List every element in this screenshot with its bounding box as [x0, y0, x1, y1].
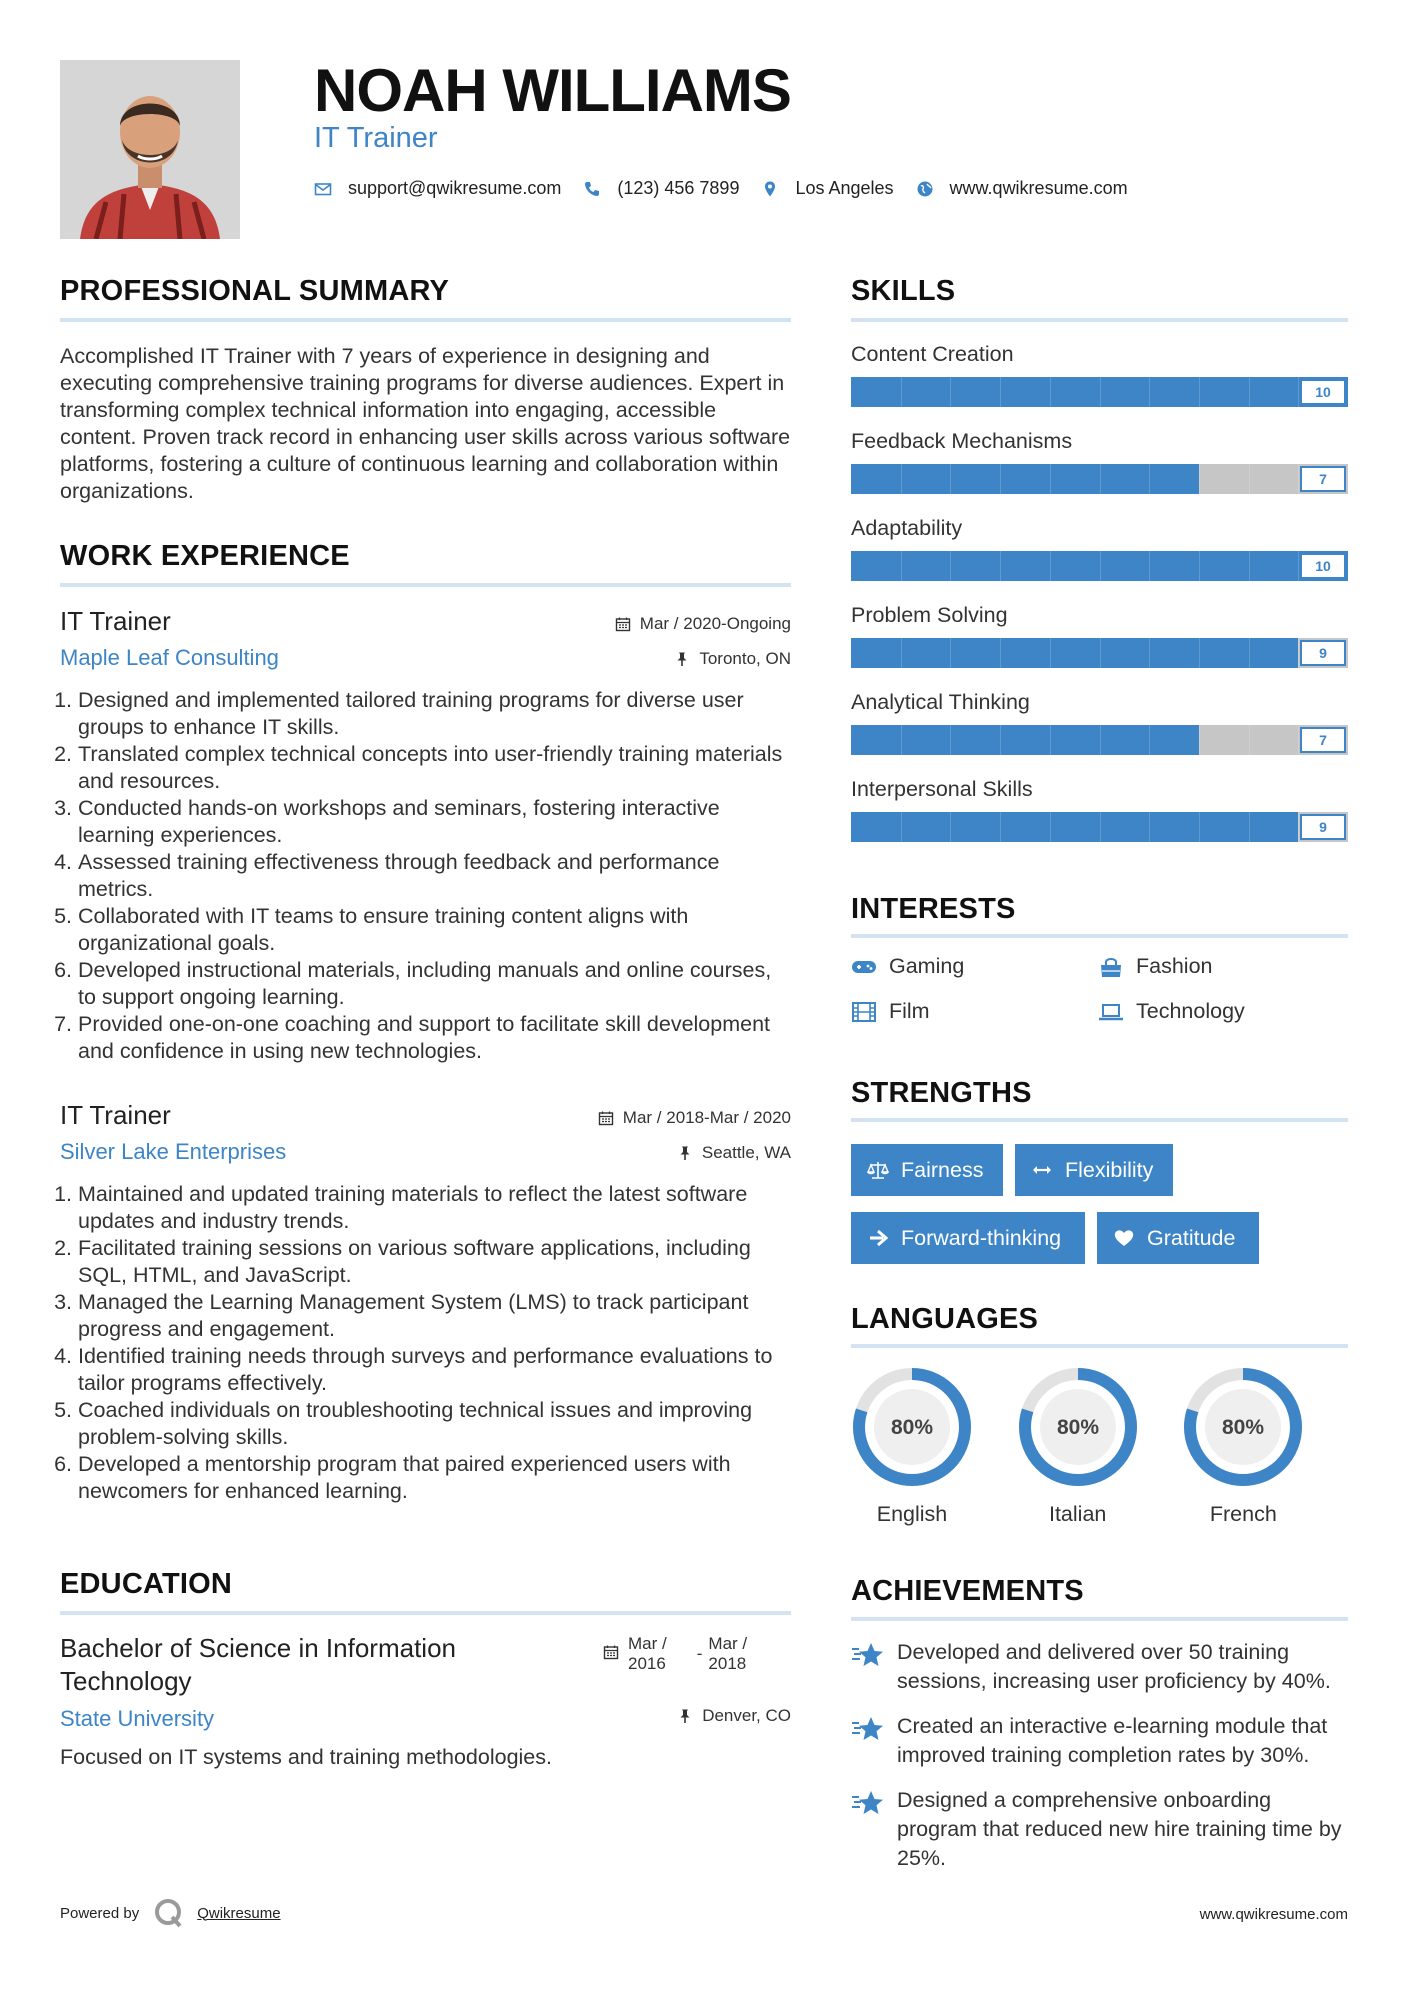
interest-item [1098, 954, 1348, 979]
shopping-bag-icon [1098, 956, 1124, 978]
skill-item [851, 690, 1348, 777]
strengths-heading: STRENGTHS [851, 1077, 1032, 1109]
language-ring [851, 1366, 973, 1488]
skill-level-badge: 10 [1300, 553, 1346, 579]
skill-item [851, 516, 1348, 603]
skill-bar-fill [851, 725, 1199, 755]
strength-label: Fairness [901, 1157, 984, 1182]
strength-tag [1015, 1144, 1173, 1196]
skill-level-badge: 9 [1300, 640, 1346, 666]
skill-name: Feedback Mechanisms [851, 429, 1073, 453]
skill-bar-segment [950, 638, 951, 668]
job-bullet: 1. Designed and implemented tailored training programs for diverse user groups to enhance IT skills. [78, 687, 791, 741]
skill-bar [851, 377, 1348, 407]
candidate-role: IT Trainer [314, 122, 438, 154]
skill-bar-segment [1149, 725, 1150, 755]
skill-bar-segment [1199, 464, 1200, 494]
star-icon [851, 1640, 885, 1670]
job-date [598, 1108, 791, 1128]
calendar-icon [615, 616, 631, 632]
language-ring [1182, 1366, 1304, 1488]
summary-divider [60, 318, 791, 322]
skill-bar-segment [950, 551, 951, 581]
skill-bar-segment [901, 725, 902, 755]
interest-label: Film [889, 999, 930, 1023]
skill-bar-segment [1050, 377, 1051, 407]
skill-bar-segment [1050, 551, 1051, 581]
language-percent: 80% [1056, 1416, 1099, 1439]
skill-name: Problem Solving [851, 603, 1008, 627]
languages-heading: LANGUAGES [851, 1303, 1039, 1335]
skill-bar-segment [1000, 725, 1001, 755]
skill-bar-segment [1000, 812, 1001, 842]
skill-level-badge: 9 [1300, 814, 1346, 840]
candidate-name: NOAH WILLIAMS [314, 57, 791, 124]
language-name: Italian [1048, 1502, 1107, 1526]
skill-bar-segment [1199, 377, 1200, 407]
skill-bar [851, 725, 1348, 755]
interest-label: Technology [1136, 999, 1245, 1023]
profile-photo-image [60, 60, 240, 239]
skill-bar-segment [1050, 464, 1051, 494]
contact-email[interactable] [314, 178, 561, 199]
strength-label: Flexibility [1065, 1157, 1154, 1182]
skill-bar-segment [1249, 377, 1250, 407]
education-school: State University [60, 1706, 215, 1731]
film-icon [851, 1001, 877, 1023]
skill-bar-segment [1249, 551, 1250, 581]
language-percent: 80% [890, 1416, 934, 1439]
laptop-icon [1098, 1001, 1124, 1023]
job-entry [60, 606, 791, 1076]
contact-phone[interactable] [583, 178, 739, 199]
footer-site[interactable]: www.qwikresume.com [1199, 1906, 1348, 1923]
phone-icon [583, 180, 601, 198]
job-date [615, 614, 791, 634]
heart-icon [1113, 1227, 1135, 1249]
achievements-heading: ACHIEVEMENTS [851, 1575, 1084, 1607]
job-entry [60, 1100, 791, 1520]
skill-bar-segment [1149, 551, 1150, 581]
job-location [677, 1143, 791, 1163]
skill-bar-segment [1149, 812, 1150, 842]
skill-name: Interpersonal Skills [851, 777, 1033, 801]
strength-label: Forward-thinking [901, 1225, 1062, 1250]
skill-bar-segment [950, 377, 951, 407]
education-description: Focused on IT systems and training methodologies. [60, 1745, 552, 1769]
summary-text: Accomplished IT Trainer with 7 years of experience in designing and executing comprehensive training programs for diverse audiences. Expert in transforming complex technical information into engaging, accessible content. Proven track record in enhancing user skills across various software platforms, fostering a culture of continuous learning and collaboration within organizations. [60, 344, 791, 503]
skill-bar-segment [1249, 638, 1250, 668]
skill-bar-segment [901, 551, 902, 581]
job-bullet: 2. Translated complex technical concepts into user-friendly training materials and resources. [78, 741, 791, 795]
education-date-end: Mar / 2018 [708, 1634, 748, 1673]
work-divider [60, 583, 791, 587]
footer-powered-by [60, 1897, 281, 1929]
skill-bar-segment [950, 725, 951, 755]
skill-bar-segment [1249, 812, 1250, 842]
skill-bar-segment [1199, 551, 1200, 581]
language-name: French [1209, 1502, 1277, 1526]
skill-bar-segment [1100, 812, 1101, 842]
skill-bar-segment [1100, 638, 1101, 668]
contact-email-text: support@qwikresume.com [348, 178, 562, 198]
skill-name: Content Creation [851, 342, 1014, 366]
job-bullets [60, 687, 791, 1065]
contact-location-text: Los Angeles [795, 178, 894, 198]
education-location [677, 1706, 791, 1726]
pin-icon [674, 651, 690, 667]
strength-tag [1097, 1212, 1259, 1264]
pin-icon [677, 1145, 693, 1161]
education-heading: EDUCATION [60, 1568, 233, 1600]
skill-bar-segment [1100, 464, 1101, 494]
job-bullet: 6. Developed instructional materials, including manuals and online courses, to support ongoing learning. [78, 957, 791, 1011]
interest-item [851, 954, 1098, 979]
education-location-text: Denver, CO [702, 1706, 791, 1725]
job-bullet: 1. Maintained and updated training materials to reflect the latest software updates and industry trends. [78, 1181, 791, 1235]
skill-bar [851, 638, 1348, 668]
brand-link[interactable]: Qwikresume [197, 1904, 281, 1922]
skill-bar-segment [1000, 377, 1001, 407]
skill-bar-segment [1199, 812, 1200, 842]
skill-bar-fill [851, 638, 1298, 668]
skill-item [851, 777, 1348, 864]
language-name: English [876, 1502, 948, 1526]
interest-item [851, 999, 1098, 1024]
achievement-item [851, 1638, 1348, 1696]
interest-label: Fashion [1136, 954, 1213, 978]
skill-bar-segment [950, 812, 951, 842]
skill-bar-segment [901, 812, 902, 842]
skill-bar-segment [1100, 377, 1101, 407]
skill-bar [851, 812, 1348, 842]
envelope-icon [314, 180, 332, 198]
skill-item [851, 429, 1348, 516]
degree-line-1: Bachelor of Science in Information [60, 1633, 456, 1663]
contact-website-text: www.qwikresume.com [949, 178, 1128, 198]
skill-bar-segment [1199, 725, 1200, 755]
education-entry [60, 1632, 791, 1782]
achievements-list [851, 1638, 1348, 1889]
strength-tag [851, 1212, 1085, 1264]
skills-list [851, 342, 1348, 864]
skill-bar-segment [1249, 464, 1250, 494]
job-location-text: Seattle, WA [701, 1143, 791, 1162]
arrow-right-icon [867, 1227, 889, 1249]
skill-bar-segment [1050, 638, 1051, 668]
language-item [1017, 1366, 1183, 1527]
skill-name: Adaptability [851, 516, 963, 540]
skill-level-badge: 7 [1300, 466, 1346, 492]
job-bullet: 3. Managed the Learning Management System (LMS) to track participant progress and engagement. [78, 1289, 791, 1343]
skill-bar-segment [901, 377, 902, 407]
skill-bar-segment [1249, 725, 1250, 755]
language-percent: 80% [1222, 1416, 1265, 1439]
interests-divider [851, 934, 1348, 938]
skill-bar-segment [1050, 812, 1051, 842]
skill-bar-segment [1000, 464, 1001, 494]
skill-bar-segment [1000, 551, 1001, 581]
globe-icon [916, 180, 934, 198]
skill-level-badge: 7 [1300, 727, 1346, 753]
qwikresume-logo-icon [153, 1897, 185, 1929]
job-bullet: 4. Assessed training effectiveness through feedback and performance metrics. [78, 849, 791, 903]
achievement-text: Designed a comprehensive onboarding program that reduced new hire training time by 25%. [897, 1788, 1342, 1870]
star-icon [851, 1788, 885, 1818]
skill-bar-segment [1149, 638, 1150, 668]
job-company: Maple Leaf Consulting [60, 645, 279, 670]
job-location-text: Toronto, ON [699, 649, 791, 668]
job-date-text: Mar / 2020-Ongoing [639, 614, 791, 633]
calendar-icon [598, 1110, 614, 1126]
skill-bar [851, 464, 1348, 494]
skill-bar-segment [1000, 638, 1001, 668]
strength-tag [851, 1144, 1003, 1196]
pin-icon [677, 1708, 693, 1724]
education-date-separator: - [696, 1644, 703, 1663]
interests-heading: INTERESTS [851, 893, 1016, 925]
skill-item [851, 603, 1348, 690]
contact-bar [314, 178, 1150, 199]
contact-website[interactable] [916, 178, 1128, 199]
job-bullets [60, 1181, 791, 1505]
powered-by-text: Powered by [60, 1904, 140, 1922]
skill-bar-segment [1149, 377, 1150, 407]
job-title: IT Trainer [60, 606, 171, 636]
language-item [851, 1366, 1017, 1527]
achievement-text: Developed and delivered over 50 training sessions, increasing user proficiency by 40%. [897, 1640, 1331, 1693]
skill-bar-segment [950, 464, 951, 494]
education-divider [60, 1611, 791, 1615]
skill-bar-fill [851, 464, 1199, 494]
achievement-text: Created an interactive e-learning module that improved training completion rates by 30%. [897, 1714, 1328, 1767]
skill-bar-segment [901, 464, 902, 494]
job-date-text: Mar / 2018-Mar / 2020 [622, 1108, 791, 1127]
strength-label: Gratitude [1147, 1225, 1236, 1250]
skill-level-badge: 10 [1300, 379, 1346, 405]
skill-item [851, 342, 1348, 429]
skill-bar-segment [1199, 638, 1200, 668]
languages-list [851, 1366, 1348, 1527]
achievement-item [851, 1712, 1348, 1770]
interest-label: Gaming [889, 954, 965, 978]
job-bullet: 4. Identified training needs through surveys and performance evaluations to tailor programs effectively. [78, 1343, 791, 1397]
calendar-icon [603, 1644, 619, 1660]
gamepad-icon [851, 956, 877, 978]
job-bullet: 5. Coached individuals on troubleshooting technical issues and improving problem-solving skills. [78, 1397, 791, 1451]
strengths-list [851, 1144, 1348, 1264]
job-title: IT Trainer [60, 1100, 171, 1130]
job-bullet: 5. Collaborated with IT teams to ensure training content aligns with organizational goals. [78, 903, 791, 957]
interest-item [1098, 999, 1348, 1024]
map-marker-icon [761, 180, 779, 198]
skill-bar-fill [851, 812, 1298, 842]
skill-bar [851, 551, 1348, 581]
arrows-h-icon [1031, 1159, 1053, 1181]
skills-divider [851, 318, 1348, 322]
work-heading: WORK EXPERIENCE [60, 540, 350, 572]
skill-bar-segment [901, 638, 902, 668]
job-location [674, 649, 791, 669]
contact-phone-text: (123) 456 7899 [617, 178, 740, 198]
skill-bar-segment [1100, 725, 1101, 755]
skills-heading: SKILLS [851, 275, 956, 307]
skill-bar-segment [1100, 551, 1101, 581]
job-company: Silver Lake Enterprises [60, 1139, 287, 1164]
language-item [1182, 1366, 1348, 1527]
skill-name: Analytical Thinking [851, 690, 1030, 714]
language-ring [1017, 1366, 1139, 1488]
skill-bar-segment [1050, 725, 1051, 755]
achievement-item [851, 1786, 1348, 1873]
education-date-start: Mar / 2016 [628, 1634, 667, 1673]
education-date [603, 1634, 747, 1674]
star-icon [851, 1714, 885, 1744]
profile-photo [60, 60, 240, 239]
job-bullet: 6. Developed a mentorship program that paired experienced users with newcomers for enhanced learning. [78, 1451, 791, 1505]
contact-location [761, 178, 893, 199]
strengths-divider [851, 1118, 1348, 1122]
languages-divider [851, 1344, 1348, 1348]
summary-heading: PROFESSIONAL SUMMARY [60, 275, 450, 307]
job-bullet: 3. Conducted hands-on workshops and seminars, fostering interactive learning experiences. [78, 795, 791, 849]
achievements-divider [851, 1617, 1348, 1621]
job-bullet: 2. Facilitated training sessions on various software applications, including SQL, HTML, and JavaScript. [78, 1235, 791, 1289]
skill-bar-segment [1149, 464, 1150, 494]
job-bullet: 7. Provided one-on-one coaching and support to facilitate skill development and confidence in using new technologies. [78, 1011, 791, 1065]
degree-line-2: Technology [60, 1666, 192, 1696]
balance-scale-icon [867, 1159, 889, 1181]
interests-list [851, 954, 1348, 1024]
